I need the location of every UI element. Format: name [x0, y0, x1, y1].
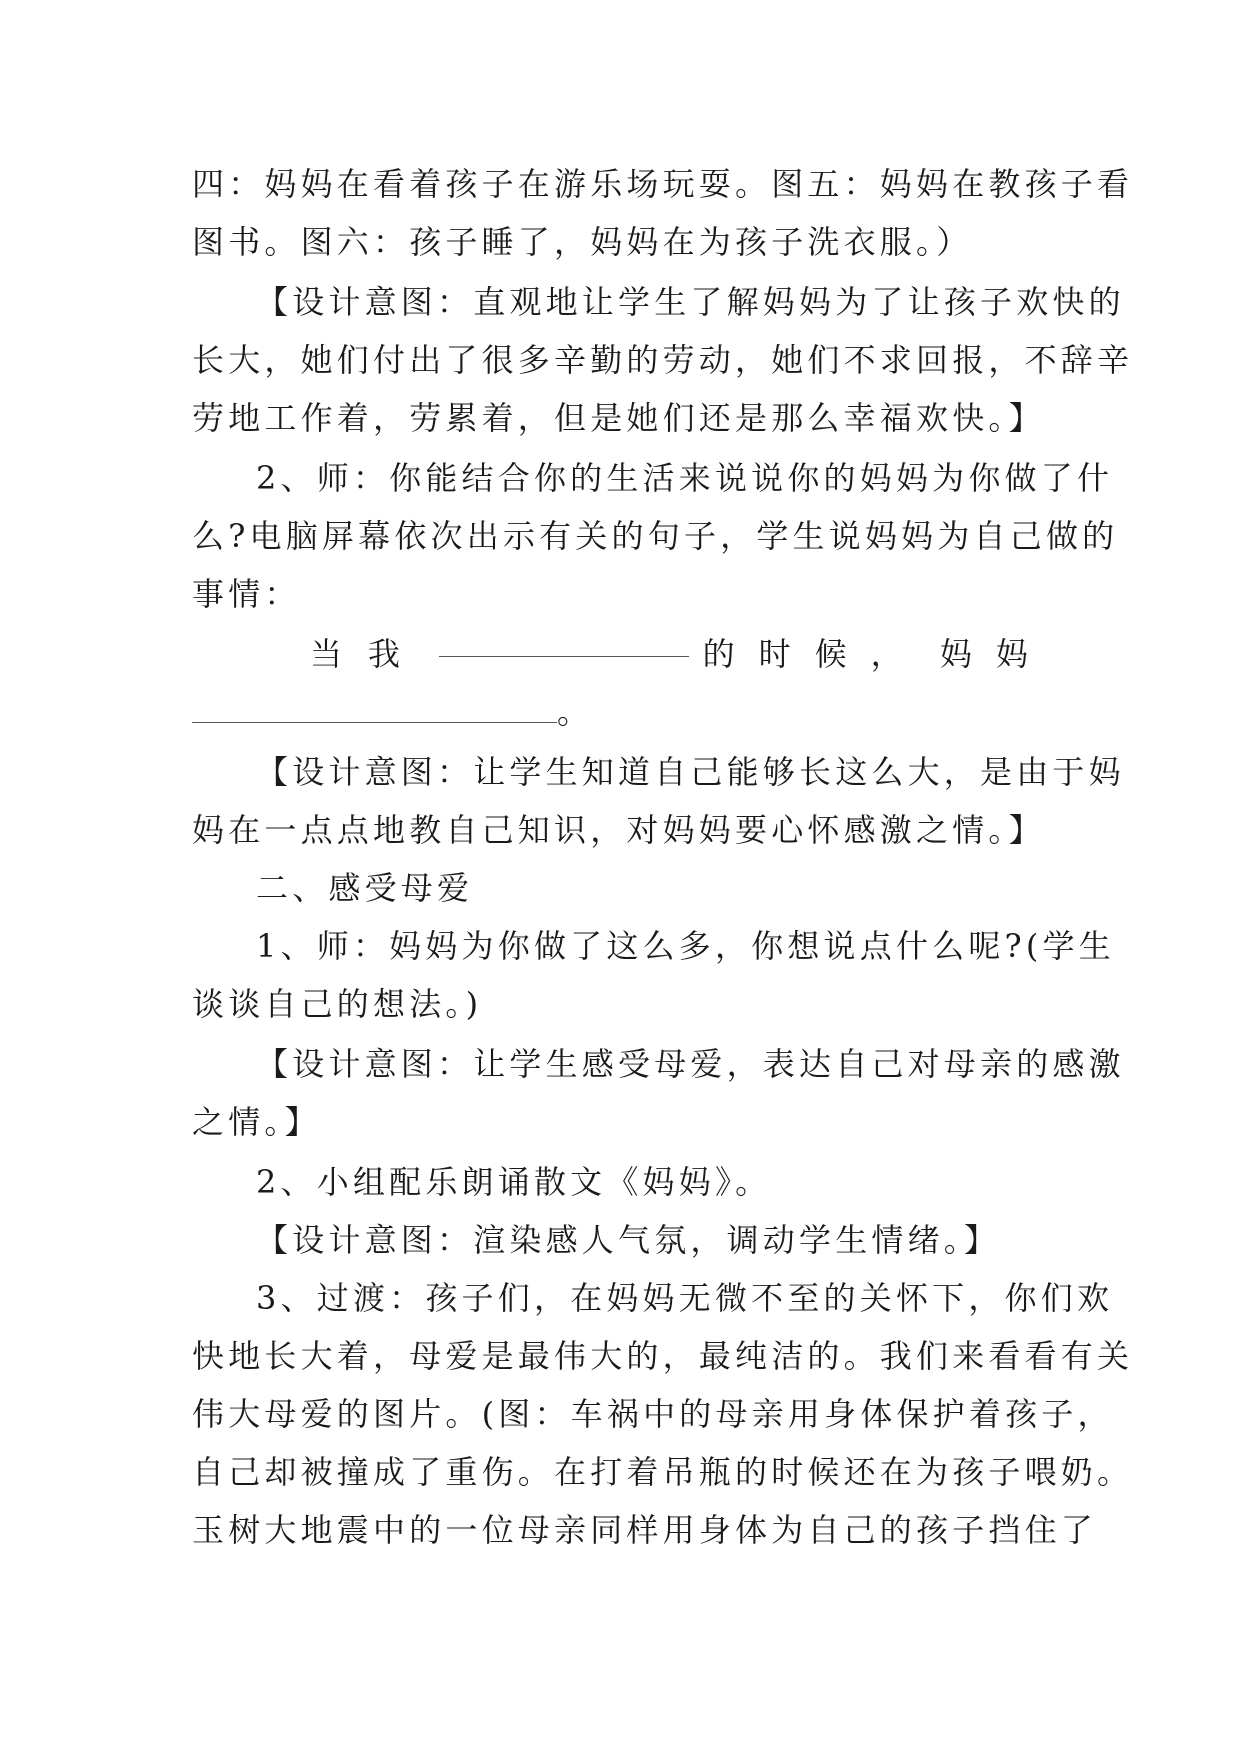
text-line: 长大，她们付出了很多辛勤的劳动，她们不求回报，不辞辛: [192, 341, 1134, 379]
text-line: 劳地工作着，劳累着，但是她们还是那么幸福欢快。】: [192, 399, 1045, 437]
section-heading: 二、感受母爱: [256, 869, 474, 907]
text-line: 快地长大着，母爱是最伟大的，最纯洁的。我们来看看有关: [192, 1337, 1134, 1375]
text-line: 么?电脑屏幕依次出示有关的句子，学生说妈妈为自己做的: [192, 517, 1119, 555]
text-line: 图书。图六：孩子睡了，妈妈在为孩子洗衣服。）: [192, 223, 973, 261]
fill-in-sentence: [310, 626, 1052, 682]
fill-part-2: 的时候，: [702, 635, 927, 673]
fill-end: 。: [557, 693, 590, 731]
text-line: 事情：: [192, 575, 301, 613]
design-intent-note: 【设计意图：让学生知道自己能够长这么大，是由于妈: [256, 753, 1125, 791]
design-intent-note: 【设计意图：渲染感人气氛，调动学生情绪。】: [256, 1221, 1001, 1259]
fill-in-sentence-cont: [192, 684, 1052, 740]
text-line: 伟大母爱的图片。(图：车祸中的母亲用身体保护着孩子，: [192, 1395, 1114, 1433]
text-line: 1、师：妈妈为你做了这么多，你想说点什么呢?(学生: [256, 927, 1116, 965]
text-line: 3、过渡：孩子们，在妈妈无微不至的关怀下，你们欢: [256, 1279, 1114, 1317]
text-line: 2、小组配乐朗诵散文《妈妈》。: [256, 1163, 772, 1201]
text-line: 玉树大地震中的一位母亲同样用身体为自己的孩子挡住了: [192, 1511, 1098, 1549]
text-line: 之情。】: [192, 1103, 321, 1141]
design-intent-note: 【设计意图：直观地让学生了解妈妈为了让孩子欢快的: [256, 283, 1125, 321]
fill-blank-1: [439, 626, 689, 657]
text-line: 自己却被撞成了重伤。在打着吊瓶的时候还在为孩子喂奶。: [192, 1453, 1134, 1491]
text-line: 四：妈妈在看着孩子在游乐场玩耍。图五：妈妈在教孩子看: [192, 165, 1134, 203]
fill-blank-2: [192, 692, 557, 723]
text-line: 谈谈自己的想法。): [192, 985, 483, 1023]
text-line: 2、师：你能结合你的生活来说说你的妈妈为你做了什: [256, 459, 1114, 497]
design-intent-note: 【设计意图：让学生感受母爱，表达自己对母亲的感激: [256, 1045, 1125, 1083]
fill-part-1: 当我: [310, 635, 427, 673]
text-line: 妈在一点点地教自己知识，对妈妈要心怀感激之情。】: [192, 811, 1045, 849]
fill-part-3: 妈妈: [939, 635, 1052, 673]
